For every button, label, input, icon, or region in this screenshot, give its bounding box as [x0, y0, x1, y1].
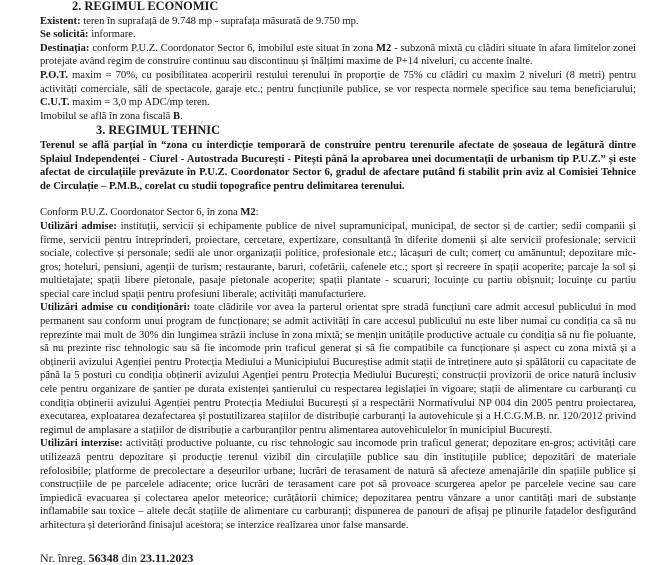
conditionari-paragraph — [40, 301, 636, 437]
pot-text: maxim = 70%, cu posibilitatea acoperirii restului terenului în proporție de 75% cu clădiri cu maxim 2 niveluri (8 metri) pentru activități comerciale, săli de spectacole, garaje etc.; pentru funcțiunile publice, se vor respecta normele specifice sau tema beneficiarului; — [40, 69, 636, 95]
fiscal-text: Imobilul se află în zona fiscală — [40, 110, 173, 122]
spacer — [40, 193, 636, 206]
fiscal-zone-line — [40, 110, 636, 124]
cut-text: maxim = 3,0 mp ADC/mp teren. — [69, 97, 210, 109]
admise-text: instituții, servicii și echipamente publice de nivel supramunicipal, municipal, de sector și de cartier; sedii companii și firme, servicii pentru întreprinderi, proiectare, cercetare, expertizare, consultanță în diferite domenii și alte servicii profesionale; servicii sociale, colective și personale; sedii ale unor organizații politice, profesionale etc.; lăcașuri de cult; comerț cu amănuntul; depozitare mic-gros; hoteluri, pensiuni, agenții de turism; restaurante, baruri, cofetării, cafenele etc.; sport și recreere în spații acoperite; parcaje la sol și multietajate; spații libere pietonale, pasaje pietonale acoperite; spații plantate - scuaruri; locuințe cu partiu obișnuit; locuințe cu partiu special care includ spații pentru profesiuni liberale; activități manufacturiere. — [40, 220, 636, 300]
reg-prefix: Nr. înreg. — [40, 550, 89, 565]
section-2-heading: 2. REGIMUL ECONOMIC — [72, 0, 219, 13]
existent-text: teren în suprafață de 9.748 mp - suprafața măsurată de 9.750 mp. — [80, 15, 359, 27]
conform-text: Conform P.U.Z. Coordonator Sector 6, în zona — [40, 207, 241, 219]
admise-label: Utilizări admise: — [40, 220, 117, 232]
existent-label: Existent: — [40, 15, 81, 27]
pot-cut-paragraph — [40, 69, 636, 110]
fiscal-end: . — [180, 110, 183, 122]
reg-number: 56348 — [88, 550, 119, 565]
solicita-label: Se solicită: — [40, 29, 89, 41]
reg-date: 23.11.2023 — [140, 550, 194, 565]
interdiction-paragraph: Terenul se află parțial în “zona cu interdicție temporară de construire pentru terenurile afectate de șoseaua de legătură dintre Splaiul Independenței - Ciurel - Autostrada București - Pitești până la aprobarea unei documentații de urbanism tip P.U.Z.” și este afectat de circulațiile prevăzute în P.U.Z. Coordonator Sector 6, gradul de afectare putând fi stabilit prin aviz al Comisiei Tehnice de Circulație – P.M.B., corelat cu studii topografice pentru delimitarea terenului. — [40, 139, 636, 192]
conform-line — [40, 206, 636, 220]
section-3-heading: 3. REGIMUL TEHNIC — [96, 123, 221, 138]
destinatia-text: conform P.U.Z. Coordonator Sector 6, imobilul este situat în zona — [89, 42, 376, 54]
conform-zone: M2 — [240, 207, 256, 219]
destinatia-paragraph — [40, 42, 636, 69]
zone-code: M2 — [375, 42, 392, 54]
solicita-text: informare. — [88, 29, 136, 41]
admise-paragraph — [40, 220, 636, 302]
solicita-line — [40, 28, 636, 42]
fiscal-zone: B — [172, 110, 181, 122]
conditionari-label: Utilizări admise cu condiționări: — [40, 302, 191, 314]
cut-label: C.U.T. — [40, 97, 70, 109]
interzise-text: activități productive poluante, cu risc tehnologic sau incomode prin traficul generat; depozitare en-gros; activități care utilizează pentru depozitare și producție terenul vizibil din circulațiile publice sau din instituțiile publice; depozitări de materiale refolosibile; platforme de precolectare a deșeurilor urbane; lucrări de terasament de natură să afecteze amenajările din spațiile publice și construcțiile de pe parcelele adiacente; orice lucrări de terasament care pot să provoace scurgerea apelor pe parcelele vecine sau care împiedică evacuarea și colectarea apelor meteorice; curățătorii chimice; depozitarea pentru vânzare a unor cantități mari de substanțe inflamabile sau toxice – altele decât stațiile de alimentare cu carburanți; dispunerea de panouri de afișaj pe plinurile fațadelor desfigurând arhitectura și deteriorând finisajul acestora; se interzice realizarea unor false mansarde. — [40, 438, 636, 531]
interzise-paragraph — [40, 437, 636, 532]
spacer — [40, 533, 636, 546]
conform-end: : — [255, 207, 259, 219]
pot-label: P.O.T. — [40, 69, 68, 81]
interzise-label: Utilizări interzise: — [40, 438, 123, 450]
conditionari-text: toate clădirile vor avea la parterul orientat spre stradă funcțiuni care admit accesul publicului în mod permanent sau conform unui program de funcționare; se admit activități în care accesul publicului nu este liber numai cu condiția ca să nu reprezinte mai mult de 30% din lungimea străzii incluse în zona mixtă; se mențin unitățile productive actuale cu condiția să nu fie poluante, să nu prezinte risc tehnologic sau să fie incomode prin traficul generat și să fie compatibile ca funcționare și aspect cu zona mixtă și a obținerii avizului Agenției pentru Protecția Mediului a Municipiului Bucureștise admit stații de întreținere auto și spălătorii cu capacitate de până la 5 posturi cu condiția obținerii avizului Agenției pentru Protecția Mediului București; construcții provizorii de orice natură inclusiv cele pentru organizare de șantier pe durata existenței șantierului cu respectarea legislației în vigoare; stații de alimentare cu carburanți cu condiția obținerii avizului Agenției pentru Protecția Mediului București și a respectării Normativului NP 004 din 2005 pentru proiectarea, executarea, exploatarea dezafectarea și postutilizarea stațiilor de distribuție carburanți la autovehicule și a H.C.G.M.B. nr. 120/2012 privind regimul de amplasare a stațiilor de distribuție a carburanților pentru alimentarea autovehiculelor în municipiul București. — [40, 302, 636, 436]
reg-mid: din — [118, 550, 140, 565]
destinatia-label: Destinația: — [40, 42, 90, 54]
existent-line — [40, 15, 636, 29]
destinatia-text-cont: - subzonă mixtă cu clădiri situate în afara limitelor zonei protejate având regim de construire continuu sau discontinuu și înălțimi maxime de P+14 niveluri, cu accente înalte. — [40, 42, 636, 68]
